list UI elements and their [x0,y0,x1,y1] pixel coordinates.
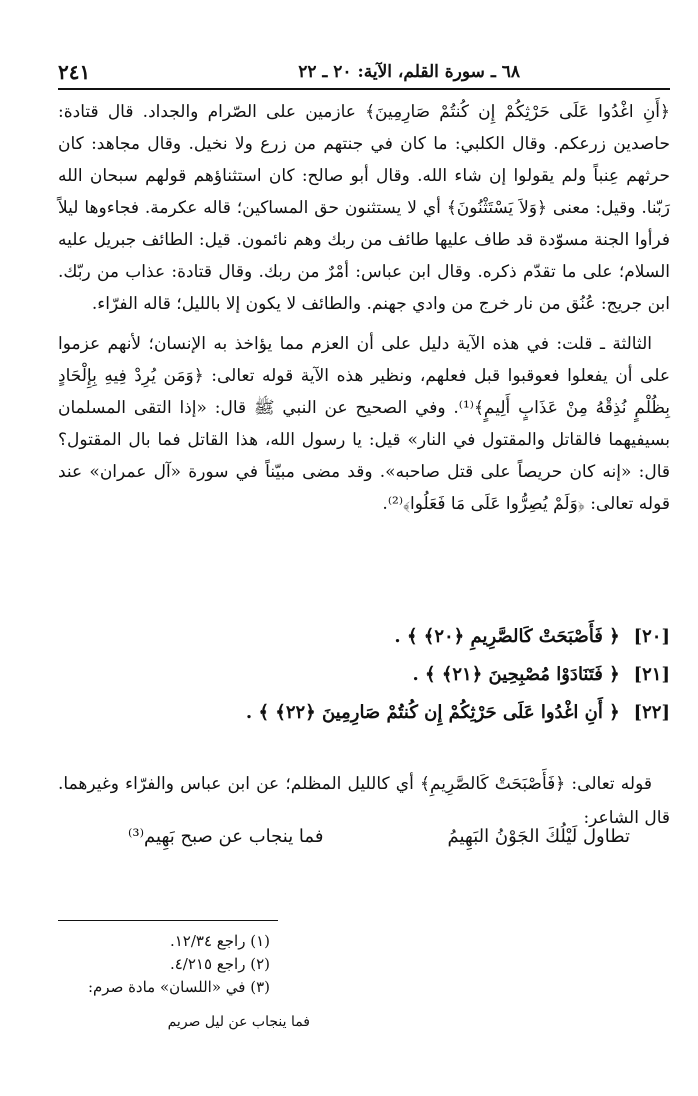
header-divider [58,88,670,90]
footnotes [40,930,270,999]
footnote-2: (٢) راجع ٤/٢١٥. [169,955,270,973]
main-text [58,96,670,520]
verse-text: ﴿ أَنِ اغْدُوا عَلَى حَرْثِكُمْ إِن كُنتُمْ صَارِمِينَ ﴿٢٢﴾ ﴾ . [245,702,620,723]
footnote-divider [58,920,278,921]
paragraph-2: الثالثة ـ قلت: في هذه الآية دليل على أن العزم مما يؤاخذ به الإنسان؛ لأنهم عزموا على أن يفعلوا فعوقبوا قبل فعلهم، ونظير هذه الآية قوله تعالى: ﴿وَمَن يُرِدْ فِيهِ بِإِلْحَادٍ بِظُلْمٍ نُذِقْهُ مِنْ عَذَابٍ أَلِيمٍ﴾⁽¹⁾. وفي الصحيح عن النبي ﷺ قال: «إذا التقى المسلمان بسيفيهما فالقاتل والمقتول في النار» قيل: يا رسول الله، هذا القاتل فما بال المقتول؟ قال: «إنه كان حريصاً على قتل صاحبه». وقد مضى مبيّناً في سورة «آل عمران» عند قوله تعالى: ﴿وَلَمْ يُصِرُّوا عَلَى مَا فَعَلُوا﴾⁽²⁾. [58,334,671,514]
verse-text: ﴿ فَأَصْبَحَتْ كَالصَّرِيمِ ﴿٢٠﴾ ﴾ . [394,626,620,647]
poem-second-hemistich: فما ينجاب عن صبح بَهِيم⁽³⁾ [128,826,324,847]
verse-number: [٢٢] [633,702,670,723]
paragraph-1: ﴿أَنِ اغْدُوا عَلَى حَرْثِكُمْ إِن كُنتُمْ صَارِمِينَ﴾ عازمين على الصّرام والجداد. قال قتادة: حاصدين زرعكم. وقال الكلبي: ما كان في جنتهم من زرع ولا نخيل. وقال مجاهد: كان حرثهم عِنباً ولم يقولوا إن شاء الله. وقال أبو صالح: كان استثناؤهم قولهم سبحان الله رَبّنا. وقيل: معنى ﴿وَلاَ يَسْتَثْنُونَ﴾ أي لا يستثنون حق المساكين؛ قاله عكرمة. فجاءوها ليلاً فرأوا الجنة مسوّدة قد طاف عليها طائف من ربك وهم نائمون. قيل: الطائف جبريل عليه السلام؛ على ما تقدّم ذكره. وقال ابن عباس: أمْرٌ من ربك. وقال قتادة: عذاب من ربّك. ابن جريج: عُنُق من نار خرج من وادي جهنم. والطائف لا يكون إلا بالليل؛ قاله الفرّاء. [58,102,670,314]
poem-first-hemistich: تطاول لَيْلُكَ الجَوْنُ البَهِيمُ [447,826,630,847]
poem-verse [58,826,670,860]
verse-20 [58,618,670,656]
verse-22 [58,694,670,732]
footnote-1: (١) راجع ١٢/٣٤. [169,932,270,950]
footnote-3-quote: فما ينجاب عن ليل صريم [167,1014,310,1030]
verse-21 [58,656,670,694]
running-title: ٦٨ ـ سورة القلم، الآية: ٢٠ ـ ٢٢ [298,62,520,82]
page-header [58,58,670,88]
verse-number: [٢١] [633,664,670,685]
footnote-3: (٣) في «اللسان» مادة صرم: [87,978,270,996]
page-number: ٢٤١ [58,60,91,84]
book-page [58,58,670,1058]
quran-verses [58,618,670,732]
verse-text: ﴿ فَتَنَادَوْا مُصْبِحِينَ ﴿٢١﴾ ﴾ . [412,664,620,685]
verse-number: [٢٠] [633,626,670,647]
commentary-paragraph: قوله تعالى: ﴿فَأَصْبَحَتْ كَالصَّرِيمِ﴾ أي كالليل المظلم؛ عن ابن عباس والفرّاء وغيرهما. قال الشاعر: [58,774,670,828]
